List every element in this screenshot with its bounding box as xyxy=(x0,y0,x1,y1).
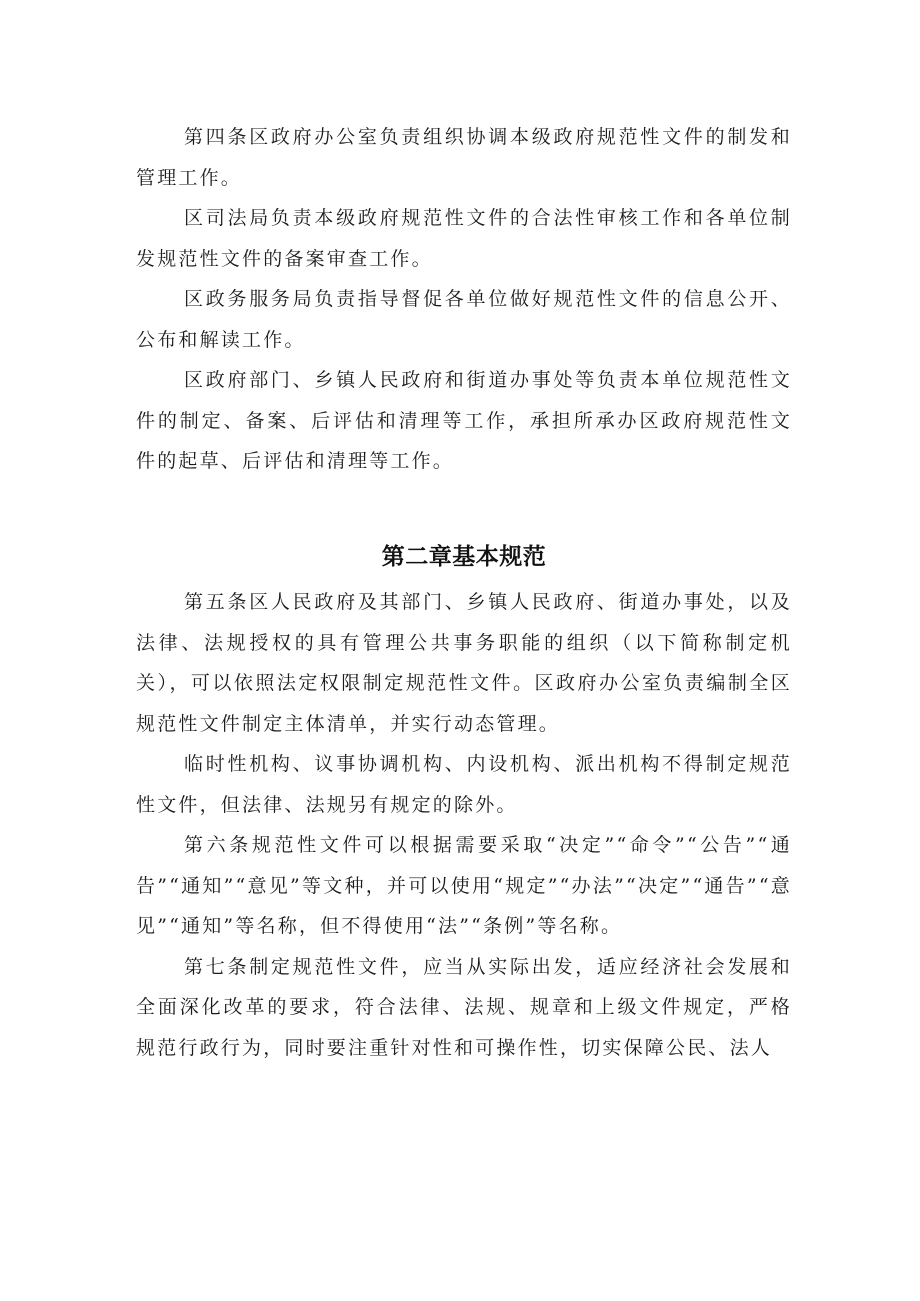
paragraph-article-6: 第六条规范性文件可以根据需要采取“决定”“命令”“公告”“通告”“通知”“意见”等文种，并可以使用“规定”“办法”“决定”“通告”“意见”“通知”等名称，但不得使用“法”“条例”等名称。 xyxy=(136,834,792,937)
paragraph-service-bureau: 区政务服务局负责指导督促各单位做好规范性文件的信息公开、公布和解读工作。 xyxy=(136,288,792,351)
paragraph-article-5: 第五条区人民政府及其部门、乡镇人民政府、街道办事处，以及法律、法规授权的具有管理公共事务职能的组织（以下简称制定机关），可以依照法定权限制定规范性文件。区政府办公室负责编制全区规范性文件制定主体清单，并实行动态管理。 xyxy=(136,591,792,735)
section-article-4 xyxy=(136,117,792,482)
paragraph-justice-bureau: 区司法局负责本级政府规范性文件的合法性审核工作和各单位制发规范性文件的备案审查工作。 xyxy=(136,207,792,270)
chapter-title: 第二章基本规范 xyxy=(381,544,547,570)
paragraph-article-4: 第四条区政府办公室负责组织协调本级政府规范性文件的制发和管理工作。 xyxy=(136,126,792,189)
section-chapter-2 xyxy=(136,582,792,1068)
paragraph-departments: 区政府部门、乡镇人民政府和街道办事处等负责本单位规范性文件的制定、备案、后评估和清理等工作，承担所承办区政府规范性文件的起草、后评估和清理等工作。 xyxy=(136,369,792,472)
paragraph-article-7: 第七条制定规范性文件，应当从实际出发，适应经济社会发展和全面深化改革的要求，符合法律、法规、规章和上级文件规定，严格规范行政行为，同时要注重针对性和可操作性，切实保障公民、法人 xyxy=(136,955,792,1059)
paragraph-temporary-bodies: 临时性机构、议事协调机构、内设机构、派出机构不得制定规范性文件，但法律、法规另有规定的除外。 xyxy=(136,753,792,816)
